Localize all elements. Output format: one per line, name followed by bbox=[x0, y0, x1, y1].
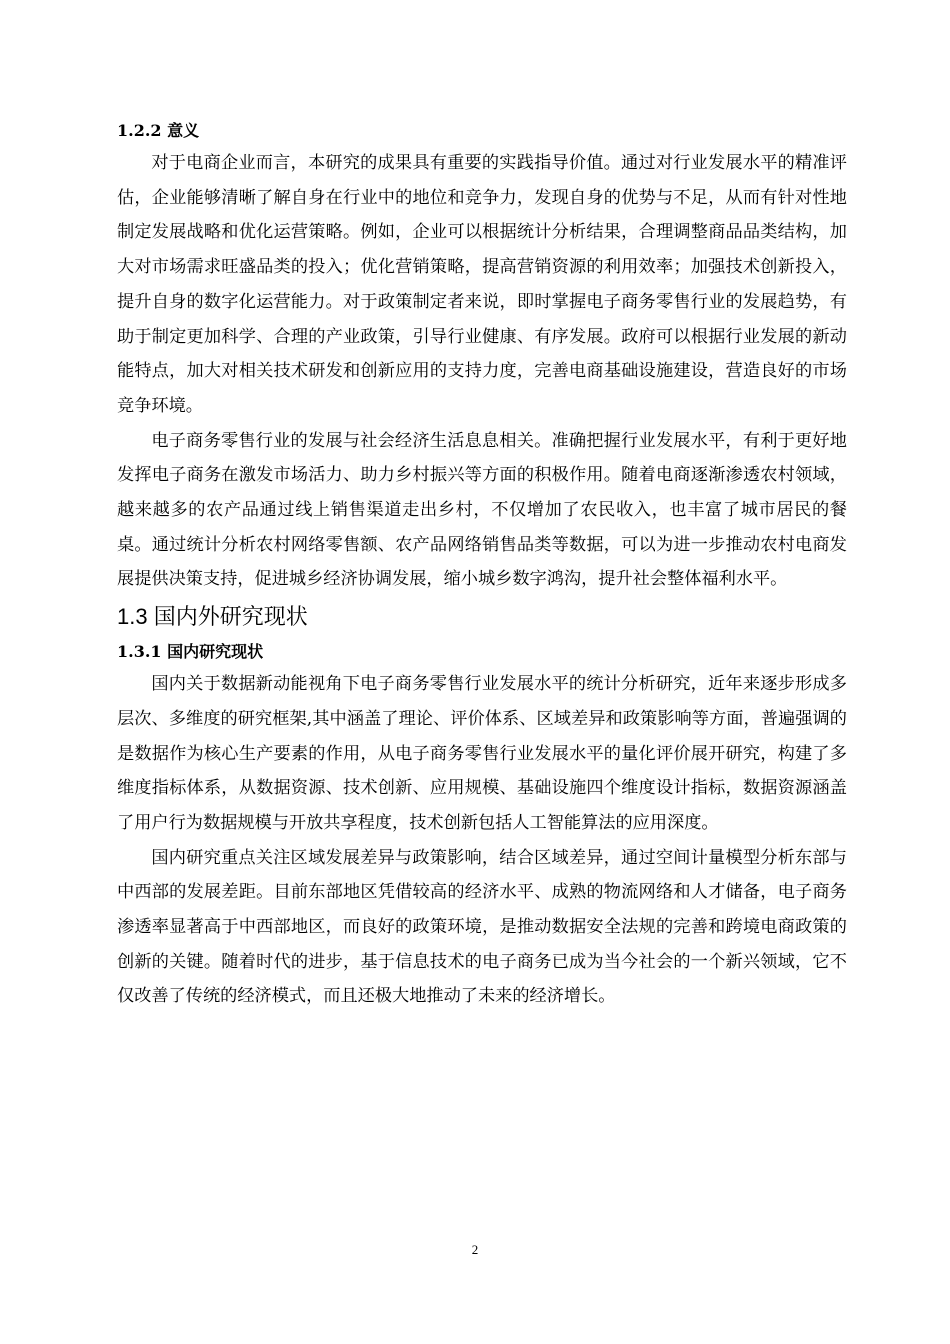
paragraph-significance-enterprise: 对于电商企业而言，本研究的成果具有重要的实践指导价值。通过对行业发展水平的精准评估，企业能够清晰了解自身在行业中的地位和竞争力，发现自身的优势与不足，从而有针对性地制定发展战略和优化运营策略。例如，企业可以根据统计分析结果，合理调整商品品类结构，加大对市场需求旺盛品类的投入；优化营销策略，提高营销资源的利用效率；加强技术创新投入，提升自身的数字化运营能力。对于政策制定者来说，即时掌握电子商务零售行业的发展趋势，有助于制定更加科学、合理的产业政策，引导行业健康、有序发展。政府可以根据行业发展的新动能特点，加大对相关技术研发和创新应用的支持力度，完善电商基础设施建设，营造良好的市场竞争环境。 bbox=[117, 153, 847, 416]
paragraph-domestic-framework: 国内关于数据新动能视角下电子商务零售行业发展水平的统计分析研究，近年来逐步形成多层次、多维度的研究框架,其中涵盖了理论、评价体系、区域差异和政策影响等方面，普遍强调的是数据作为核心生产要素的作用，从电子商务零售行业发展水平的量化评价展开研究，构建了多维度指标体系，从数据资源、技术创新、应用规模、基础设施四个维度设计指标，数据资源涵盖了用户行为数据规模与开放共享程度，技术创新包括人工智能算法的应用深度。 bbox=[117, 674, 847, 833]
section-heading-1-2-2: 1.2.2 意义 bbox=[117, 121, 200, 140]
page-content bbox=[117, 116, 847, 1014]
page-number: 2 bbox=[471, 1242, 479, 1257]
section-heading-1-3: 1.3 国内外研究现状 bbox=[117, 604, 308, 630]
paragraph-significance-society: 电子商务零售行业的发展与社会经济生活息息相关。准确把握行业发展水平，有利于更好地发挥电子商务在激发市场活力、助力乡村振兴等方面的积极作用。随着电商逐渐渗透农村领域，越来越多的农产品通过线上销售渠道走出乡村，不仅增加了农民收入，也丰富了城市居民的餐桌。通过统计分析农村网络零售额、农产品网络销售品类等数据，可以为进一步推动农村电商发展提供决策支持，促进城乡经济协调发展，缩小城乡数字鸿沟，提升社会整体福利水平。 bbox=[117, 430, 847, 590]
section-heading-1-3-1: 1.3.1 国内研究现状 bbox=[117, 642, 264, 662]
paragraph-domestic-regional: 国内研究重点关注区域发展差异与政策影响，结合区域差异，通过空间计量模型分析东部与中西部的发展差距。目前东部地区凭借较高的经济水平、成熟的物流网络和人才储备，电子商务渗透率显著高于中西部地区，而良好的政策环境，是推动数据安全法规的完善和跨境电商政策的创新的关键。随着时代的进步，基于信息技术的电子商务已成为当今社会的一个新兴领域，它不仅改善了传统的经济模式，而且还极大地推动了未来的经济增长。 bbox=[117, 847, 847, 1007]
